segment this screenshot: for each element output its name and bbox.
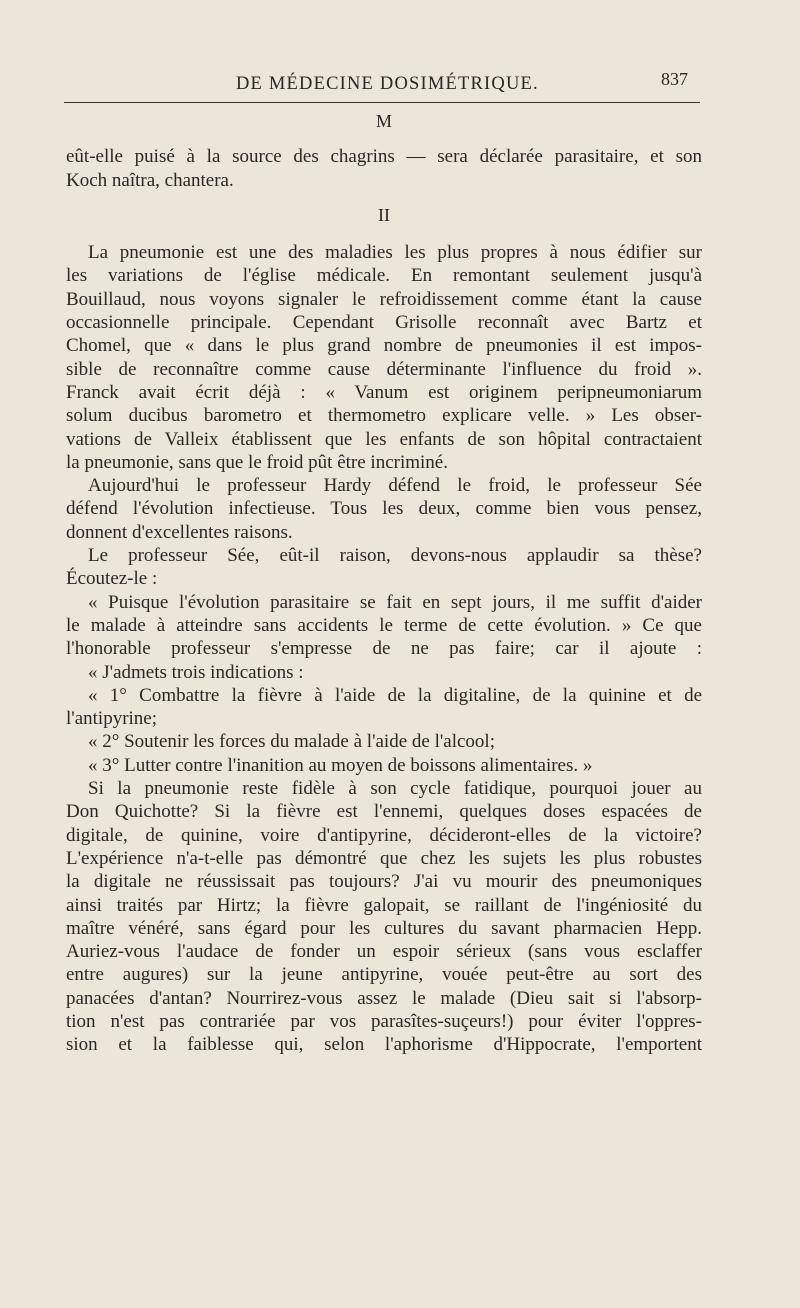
text-line: « 3° Lutter contre l'inanition au moyen de boissons alimentaires. »: [88, 754, 593, 776]
text-line: « 1° Combattre la fièvre à l'aide de la digitaline, de la quinine et de: [88, 684, 702, 706]
text-line: Si la pneumonie reste fidèle à son cycle fatidique, pourquoi jouer au: [88, 778, 702, 800]
text-line: sion et la faiblesse qui, selon l'aphorisme d'Hippocrate, l'emportent: [66, 1034, 702, 1056]
section-marker: M: [375, 111, 392, 131]
section-heading: II: [378, 204, 390, 225]
text-line: Chomel, que « dans le plus grand nombre de pneumonies il est impos-: [66, 335, 702, 357]
text-line: Bouillaud, nous voyons signaler le refroidissement comme étant la cause: [66, 288, 702, 310]
text-line: panacées d'antan? Nourrirez-vous assez le malade (Dieu sait si l'absorp-: [66, 987, 702, 1009]
text-line: les variations de l'église médicale. En remontant seulement jusqu'à: [66, 265, 702, 287]
text-line: Aujourd'hui le professeur Hardy défend le froid, le professeur Sée: [88, 475, 702, 497]
text-line: défend l'évolution infectieuse. Tous les deux, comme bien vous pensez,: [66, 498, 702, 520]
text-line: donnent d'excellentes raisons.: [66, 521, 293, 543]
text-line: Écoutez-le :: [66, 568, 158, 590]
text-line: « Puisque l'évolution parasitaire se fait en sept jours, il me suffit d'aider: [88, 591, 702, 613]
text-line: ainsi traités par Hirtz; la fièvre galopait, se raillant de l'ingéniosité du: [66, 894, 702, 916]
running-title: DE MÉDECINE DOSIMÉTRIQUE.: [236, 74, 539, 94]
text-line: tion n'est pas contrariée par vos parasîtes-suçeurs!) pour éviter l'oppres-: [66, 1010, 702, 1032]
text-line: l'honorable professeur s'empresse de ne pas faire; car il ajoute :: [66, 638, 702, 660]
page-number: 837: [661, 69, 688, 89]
text-line: « 2° Soutenir les forces du malade à l'aide de l'alcool;: [88, 731, 495, 753]
text-line: sible de reconnaître comme cause déterminante l'influence du froid ».: [66, 358, 702, 380]
text-line: Koch naîtra, chantera.: [66, 169, 234, 191]
text-line: Auriez-vous l'audace de fonder un espoir sérieux (sans vous esclaffer: [66, 941, 702, 963]
page-header: [64, 62, 700, 103]
text-line: le malade à atteindre sans accidents le terme de cette évolution. » Ce que: [66, 614, 702, 636]
text-line: entre augures) sur la jeune antipyrine, vouée peut-être au sort des: [66, 964, 702, 986]
text-line: « J'admets trois indications :: [88, 661, 304, 683]
text-line: la pneumonie, sans que le froid pût être incriminé.: [66, 451, 448, 473]
text-line: la digitale ne réussissait pas toujours? J'ai vu mourir des pneumoniques: [66, 871, 702, 893]
text-line: occasionnelle principale. Cependant Grisolle reconnaît avec Bartz et: [66, 312, 702, 334]
text-line: La pneumonie est une des maladies les plus propres à nous édifier sur: [88, 242, 702, 264]
text-line: L'expérience n'a-t-elle pas démontré que chez les sujets les plus robustes: [66, 847, 702, 869]
body-text: [66, 110, 702, 1057]
text-line: solum ducibus barometro et thermometro explicare velle. » Les obser-: [66, 405, 702, 427]
text-line: digitale, de quinine, voire d'antipyrine, décideront-elles de la victoire?: [66, 824, 702, 846]
text-line: l'antipyrine;: [66, 708, 158, 730]
text-line: Le professeur Sée, eût-il raison, devons-nous applaudir sa thèse?: [88, 545, 702, 567]
text-line: eût-elle puisé à la source des chagrins — sera déclarée parasitaire, et son: [66, 146, 702, 168]
text-line: Franck avait écrit déjà : « Vanum est originem peripneumoniarum: [66, 381, 702, 403]
text-line: vations de Valleix établissent que les enfants de son hôpital contractaient: [66, 428, 702, 450]
text-line: maître vénéré, sans égard pour les cultures du savant pharmacien Hepp.: [66, 917, 702, 939]
text-line: Don Quichotte? Si la fièvre est l'ennemi, quelques doses espacées de: [66, 801, 702, 823]
